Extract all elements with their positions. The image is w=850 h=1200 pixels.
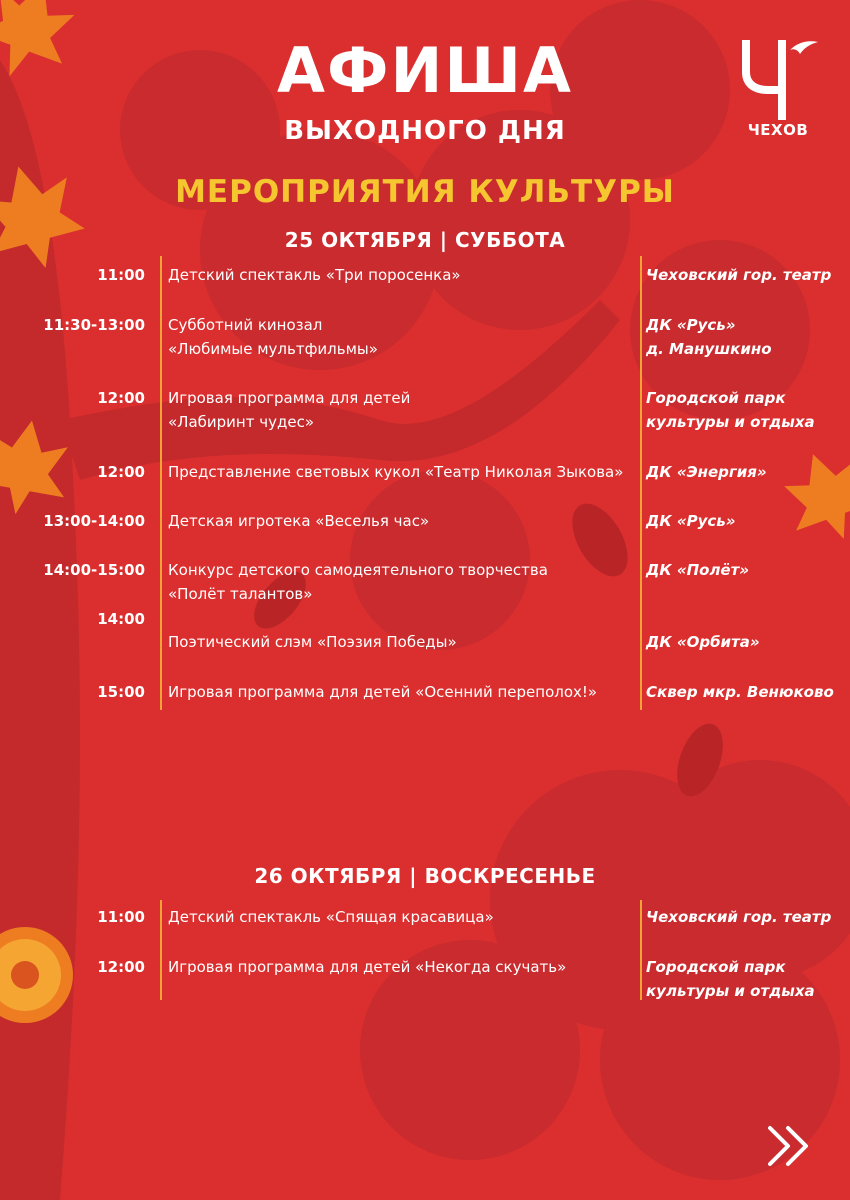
- event-time: 11:00: [97, 908, 145, 926]
- event-title: Детский спектакль «Три поросенка»: [168, 266, 461, 284]
- page-subtitle: ВЫХОДНОГО ДНЯ: [284, 116, 566, 146]
- section-title: МЕРОПРИЯТИЯ КУЛЬТУРЫ: [175, 174, 675, 210]
- event-time: 13:00-14:00: [43, 512, 145, 530]
- logo-text: ЧЕХОВ: [747, 121, 809, 139]
- event-title: Игровая программа для детей «Осенний переполох!»: [168, 683, 598, 701]
- event-place: Городской парк культуры и отдыха: [646, 389, 815, 431]
- event-place: Чеховский гор. театр: [646, 266, 832, 284]
- day-heading: 26 ОКТЯБРЯ | ВОСКРЕСЕНЬЕ: [254, 864, 596, 888]
- event-time: 14:00-15:00: [43, 561, 145, 579]
- event-place: ДК «Орбита»: [646, 633, 760, 651]
- divider-line: [640, 256, 642, 710]
- autumn-leaf-icon: [774, 440, 850, 553]
- event-place: Чеховский гор. театр: [646, 908, 832, 926]
- event-title: Конкурс детского самодеятельного творчества «Полёт талантов»: [168, 561, 548, 603]
- event-time: 12:00: [97, 463, 145, 481]
- event-time: 11:00: [97, 266, 145, 284]
- event-time: 14:00: [97, 610, 145, 628]
- event-title: Представление световых кукол «Театр Николая Зыкова»: [168, 463, 624, 481]
- event-place: ДК «Русь» д. Манушкино: [646, 316, 772, 358]
- event-time: 12:00: [97, 958, 145, 976]
- double-chevron-right-icon[interactable]: [766, 1124, 814, 1168]
- event-title: Игровая программа для детей «Лабиринт чудес»: [168, 389, 411, 431]
- event-time: 15:00: [97, 683, 145, 701]
- divider-line: [160, 256, 162, 710]
- event-title: Субботний кинозал «Любимые мультфильмы»: [168, 316, 378, 358]
- divider-line: [640, 900, 642, 1000]
- event-title: Поэтический слэм «Поэзия Победы»: [168, 633, 457, 651]
- day-heading: 25 ОКТЯБРЯ | СУББОТА: [284, 228, 566, 252]
- event-place: ДК «Полёт»: [646, 561, 750, 579]
- event-place: ДК «Энергия»: [646, 463, 767, 481]
- event-place: Сквер мкр. Венюково: [646, 683, 834, 701]
- event-time: 12:00: [97, 389, 145, 407]
- divider-line: [160, 900, 162, 1000]
- event-place: ДК «Русь»: [646, 512, 736, 530]
- event-place: Городской парк культуры и отдыха: [646, 958, 815, 1000]
- page-title: АФИША: [277, 34, 573, 107]
- event-title: Детский спектакль «Спящая красавица»: [168, 908, 494, 926]
- event-title: Детская игротека «Веселья час»: [168, 512, 430, 530]
- event-time: 11:30-13:00: [43, 316, 145, 334]
- event-title: Игровая программа для детей «Некогда скучать»: [168, 958, 567, 976]
